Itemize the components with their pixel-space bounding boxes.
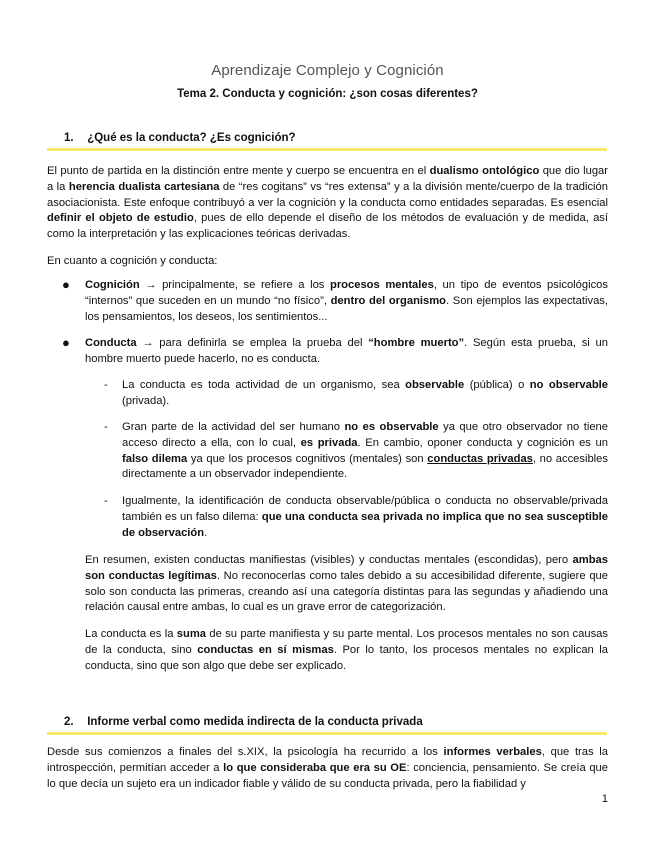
- dash-item-1: La conducta es toda actividad de un organismo, sea observable (pública) o no observable (privada).: [122, 379, 608, 407]
- section-2-heading: [47, 716, 607, 735]
- dash-item-3: Igualmente, la identificación de conducta observable/pública o conducta no observable/privada también es un falso dilema: que una conducta sea privada no implica que no sea susceptible de observación.: [122, 495, 608, 539]
- dash-marker: -: [104, 421, 108, 433]
- section-1-paragraph-4: La conducta es la suma de su parte manifiesta y su parte mental. Los procesos mentales no son causas de la conducta, sino conductas en sí mismas. Por lo tanto, los procesos mentales no explican la conducta, sino que son algo que debe ser explicado.: [85, 628, 608, 672]
- section-2-number: 2.: [64, 716, 74, 728]
- document-title: Aprendizaje Complejo y Cognición: [211, 62, 444, 79]
- section-1-heading: [47, 132, 607, 151]
- bullet-marker: ●: [62, 277, 70, 292]
- section-1-number: 1.: [64, 132, 74, 144]
- section-1-paragraph-2: En cuanto a cognición y conducta:: [47, 255, 218, 267]
- section-1-heading-text: ¿Qué es la conducta? ¿Es cognición?: [87, 132, 296, 144]
- dash-item-2: Gran parte de la actividad del ser humano no es observable ya que otro observador no tiene acceso directo a ella, con lo cual, es privada. En cambio, oponer conducta y cognición es un falso dilema ya que los procesos cognitivos (mentales) son conductas privadas, no accesibles directamente a un observador independiente.: [122, 421, 608, 481]
- section-2-heading-text: Informe verbal como medida indirecta de la conducta privada: [87, 716, 423, 728]
- document-subtitle: Tema 2. Conducta y cognición: ¿son cosas diferentes?: [177, 88, 478, 100]
- section-1-paragraph-1: El punto de partida en la distinción entre mente y cuerpo se encuentra en el dualismo ontológico que dio lugar a la herencia dualista cartesiana de “res cogitans” vs “res extensa” y a la división mente/cuerpo de la tradición asociacionista. Este enfoque contribuyó a ver la cognición y la conducta como entidades separadas. Es esencial definir el objeto de estudio, pues de ello depende el diseño de los métodos de evaluación y de medida, así como la interpretación y las explicaciones teóricas derivadas.: [47, 165, 608, 241]
- bullet-conducta: Conducta → para definirla se emplea la prueba del “hombre muerto”. Según esta prueba, si un hombre muerto puede hacerlo, no es conducta.: [85, 337, 608, 365]
- dash-marker: -: [104, 379, 108, 391]
- bullet-cognicion: Cognición → principalmente, se refiere a los procesos mentales, un tipo de eventos psicológicos “internos” que suceden en un mundo “no físico”, dentro del organismo. Son ejemplos las expectativas, los pensamientos, los deseos, los sentimientos...: [85, 279, 608, 323]
- bullet-marker: ●: [62, 335, 70, 350]
- dash-marker: -: [104, 495, 108, 507]
- page-number: 1: [601, 793, 608, 805]
- section-2-paragraph-1: Desde sus comienzos a finales del s.XIX, la psicología ha recurrido a los informes verbales, que tras la introspección, permitían acceder a lo que consideraba que era su OE: conciencia, pensamiento. Se creía que lo que decía un sujeto era un indicador fiable y válido de su conducta privada, pero la fiabilidad y: [47, 746, 608, 790]
- section-1-paragraph-3: En resumen, existen conductas manifiestas (visibles) y conductas mentales (escondidas), pero ambas son conductas legítimas. No reconocerlas como tales debido a su accesibilidad diferente, sugiere que solo son conducta las primeras, creando así una categoría distintas para las segundas y añadiendo una relación causal entre ambas, lo cual es un grave error de categorización.: [85, 554, 608, 614]
